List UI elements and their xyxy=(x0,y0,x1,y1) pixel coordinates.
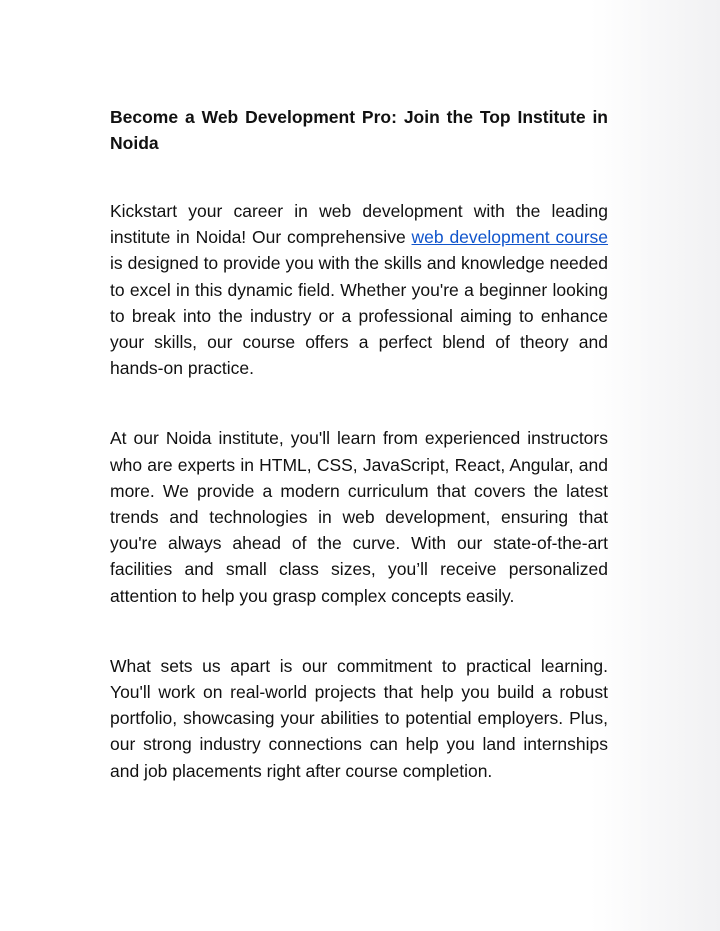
web-development-course-link[interactable]: web development course xyxy=(411,227,609,248)
paragraph-intro-text-before-link: Kickstart your career in web development with the leading institute in Noida! Our comprehensive xyxy=(110,201,608,248)
paragraph-intro xyxy=(110,198,608,381)
paragraph-practical-learning: What sets us apart is our commitment to practical learning. You'll work on real-world projects that help you build a robust portfolio, showcasing your abilities to potential employers. Plus, our strong industry connections can help you land internships and job placements right after course completion. xyxy=(110,655,608,781)
paragraph-intro-text-after-link: is designed to provide you with the skills and knowledge needed to excel in this dynamic field. Whether you're a beginner looking to break into the industry or a professional aiming to enhance your skills, our course offers a perfect blend of theory and hands-on practice. xyxy=(110,253,608,379)
document-body xyxy=(110,104,608,828)
paragraph-instructors: At our Noida institute, you'll learn from experienced instructors who are experts in HTML, CSS, JavaScript, React, Angular, and more. We provide a modern curriculum that covers the latest trends and technologies in web development, ensuring that you're always ahead of the curve. With our state-of-the-art facilities and small class sizes, you’ll receive personalized attention to help you grasp complex concepts easily. xyxy=(110,428,608,606)
document-title: Become a Web Development Pro: Join the Top Institute in Noida xyxy=(110,107,608,153)
